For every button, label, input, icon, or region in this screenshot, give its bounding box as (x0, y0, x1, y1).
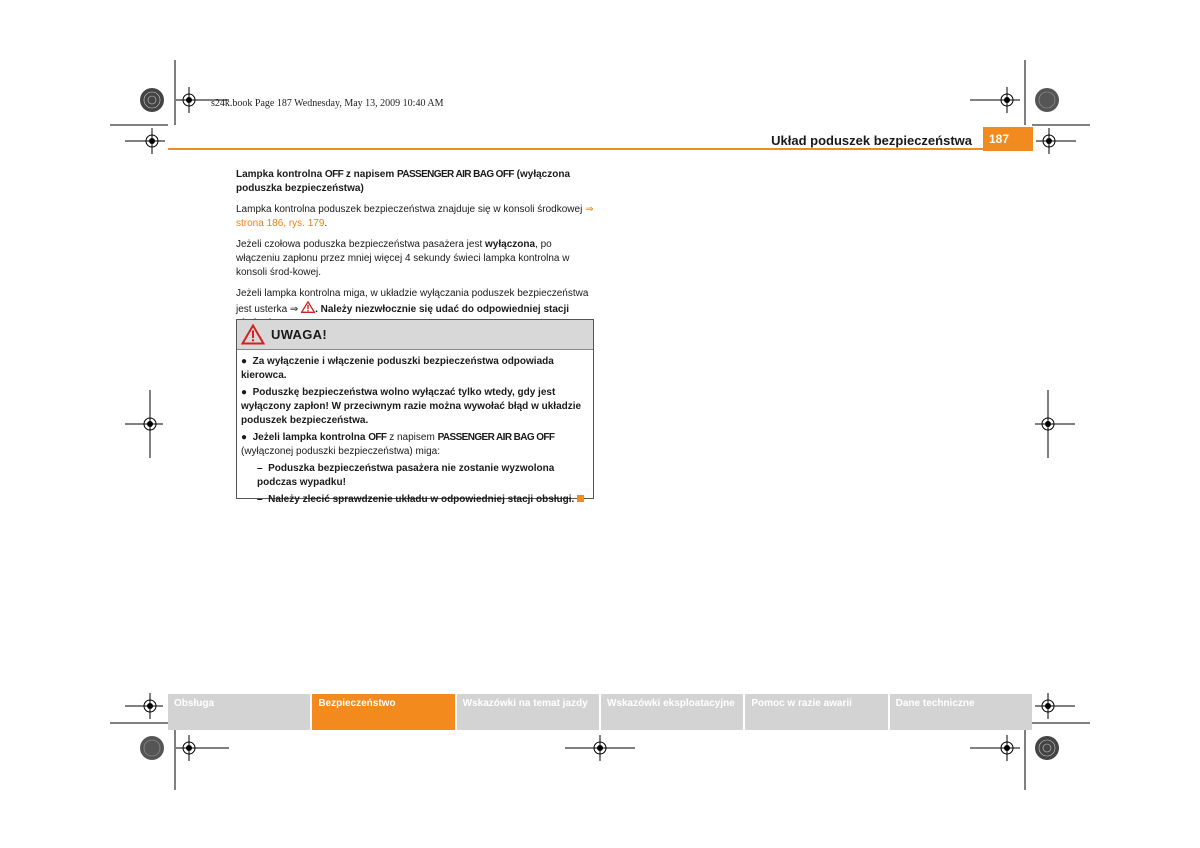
warning-item: ● Jeżeli lampka kontrolna OFF z napisem PASSENGER AIR BAG OFF (wyłączonej poduszki bezpieczeństwa) miga: (241, 432, 555, 457)
off-indicator-label: OFF (324, 169, 344, 180)
paragraph-location: Lampka kontrolna poduszek bezpieczeństwa znajduje się w konsoli środkowej ⇒ strona 186, rys. 179. (236, 204, 594, 229)
tab-wskazowki-eksploatacyjne[interactable]: Wskazówki eksploatacyjne (601, 694, 743, 730)
tab-bezpieczenstwo[interactable]: Bezpieczeństwo (312, 694, 454, 730)
tab-pomoc[interactable]: Pomoc w razie awarii (745, 694, 887, 730)
end-of-section-marker (577, 495, 584, 502)
warning-triangle-icon (241, 324, 265, 345)
warning-box (236, 319, 594, 505)
page-title: Układ poduszek bezpieczeństwa (771, 133, 972, 148)
main-content (236, 168, 596, 338)
paragraph-malfunction: Jeżeli lampka kontrolna miga, w układzie wyłączania poduszek bezpieczeństwa jest usterka ⇒ . Należy niezwłocznie się udać do odpowiedniej stacji (236, 288, 589, 315)
print-slug-line: s24k.book Page 187 Wednesday, May 13, 2009 10:40 AM (211, 98, 444, 109)
warning-item: ● Poduszkę bezpieczeństwa wolno wyłączać tylko wtedy, gdy jest wyłączony zapłon! W przeciwnym razie można wywołać błąd w układzie poduszek bezpieczeństwa. (241, 387, 582, 426)
warning-header (237, 320, 593, 350)
passenger-airbag-off-label: PASSENGER AIR BAG OFF (397, 169, 514, 180)
page-number: 187 (983, 127, 1033, 151)
tab-obsluga[interactable]: Obsługa (168, 694, 310, 730)
tab-dane-techniczne[interactable]: Dane techniczne (890, 694, 1032, 730)
tab-wskazowki-jazdy[interactable]: Wskazówki na temat jazdy (457, 694, 599, 730)
warning-subitem: – Poduszka bezpieczeństwa pasażera nie zostanie wyzwolona podczas wypadku! (257, 463, 555, 488)
header-rule (168, 148, 983, 150)
page-reference-link[interactable]: ⇒ strona 186, rys. 179 (236, 204, 594, 229)
warning-item: ● Za wyłączenie i włączenie poduszki bezpieczeństwa odpowiada kierowca. (241, 356, 554, 381)
section-heading: Lampka kontrolna OFF z napisem PASSENGER AIR BAG OFF (wyłączona poduszka bezpieczeństwa) (236, 169, 571, 194)
warning-triangle-icon[interactable] (301, 301, 315, 313)
paragraph-deactivated: Jeżeli czołowa poduszka bezpieczeństwa pasażera jest wyłączona, po włączeniu zapłonu przez mniej więcej 4 sekundy świeci lampka kontrolna w konsoli środ-kowej. (236, 239, 570, 278)
warning-title: UWAGA! (271, 327, 327, 342)
warning-body (237, 350, 593, 507)
warning-subitem: – Należy zlecić sprawdzenie układu w odpowiedniej stacji obsługi. (241, 493, 589, 507)
chapter-tabs (168, 694, 1032, 730)
